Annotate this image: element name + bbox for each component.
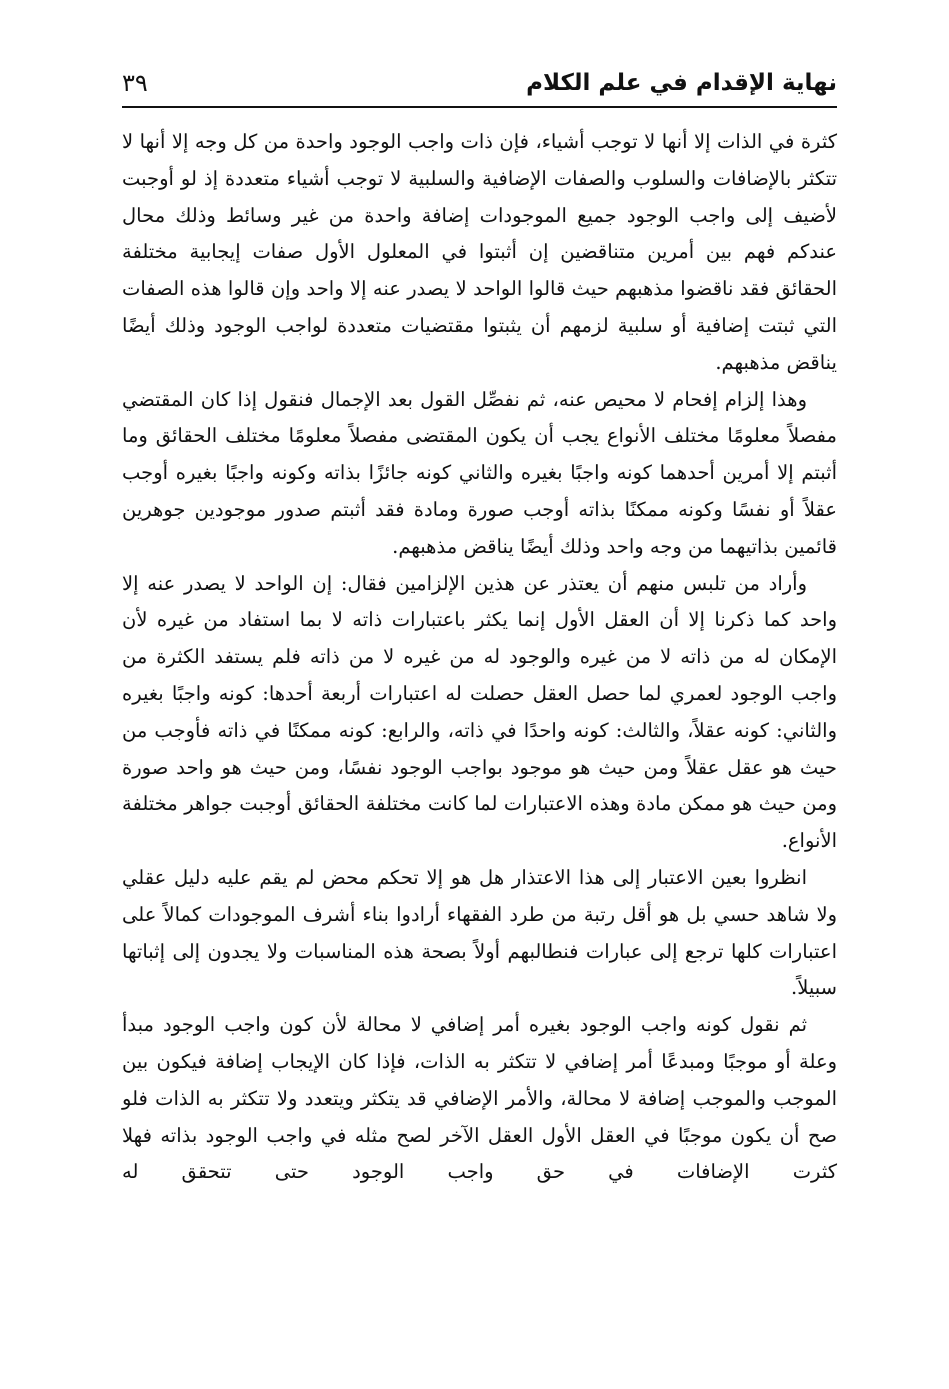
page-header <box>122 62 837 110</box>
header-divider <box>122 106 837 108</box>
running-title: نهاية الإقدام في علم الكلام <box>526 70 837 96</box>
paragraph-2: وهذا إلزام إفحام لا محيص عنه، ثم نفصِّل القول بعد الإجمال فنقول إذا كان المقتضي مفصلاً معلومًا مختلف الأنواع يجب أن يكون المقتضى مفصلاً معلومًا مختلف الحقائق وما أثبتم إلا أمرين أحدهما كونه واجبًا بغيره والثاني كونه جائزًا بذاته وكونه واجبًا بغيره أوجب عقلاً أو نفسًا وكونه ممكنًا بذاته أوجب صورة ومادة فقد أثبتم صدور موجودين جوهرين قائمين بذاتيهما من وجه واحد وذلك أيضًا يناقض مذهبهم. <box>122 387 837 558</box>
paragraph-1: كثرة في الذات إلا أنها لا توجب أشياء، فإن ذات واجب الوجود واحدة من كل وجه إلا أنها لا تتكثر بالإضافات والسلوب والصفات الإضافية والسلبية لا توجب أشياء متعددة إذ لو أوجبت لأضيف إلى واجب الوجود جميع الموجودات إضافة واحدة من غير وسائط وذلك محال عندكم فهم بين أمرين متناقضين إن أثبتوا في المعلول الأول صفات إيجابية مختلفة الحقائق فقد ناقضوا مذهبهم حيث قالوا الواحد لا يصدر عنه إلا واحد وإن قالوا هذه الصفات التي ثبتت إضافية أو سلبية لزمهم أن يثبتوا مقتضيات متعددة لواجب الوجود وذلك أيضًا يناقض مذهبهم. <box>122 130 837 374</box>
body-text <box>122 124 837 1191</box>
paragraph-5: ثم نقول كونه واجب الوجود بغيره أمر إضافي لا محالة لأن كون واجب الوجود مبدأ وعلة أو موجبًا ومبدعًا أمر إضافي لا تتكثر به الذات، فإذا كان الإيجاب إضافة فيكون بين الموجب والموجب إضافة لا محالة، والأمر الإضافي قد يتكثر ويتعدد ولا تتكثر به الذات فلو صح أن يكون موجبًا في العقل الأول العقل الآخر لصح مثله في واجب الوجود بذاته فهلا كثرت الإضافات في حق واجب الوجود حتى تتحقق له <box>122 1013 837 1184</box>
paragraph-3: وأراد من تلبس منهم أن يعتذر عن هذين الإلزامين فقال: إن الواحد لا يصدر عنه إلا واحد كما ذكرنا إلا أن العقل الأول إنما يكثر باعتبارات ذاته لا بما استفاد من غيره لأن الإمكان له من ذاته لا من غيره والوجود له من غيره لا من ذاته فلم يستفد الكثرة من واجب الوجود لعمري لما حصل العقل حصلت له اعتبارات أربعة أحدها: كونه واجبًا بغيره والثاني: كونه عقلاً، والثالث: كونه واحدًا في ذاته، والرابع: كونه ممكنًا في ذاته فأوجب من حيث هو عقل عقلاً ومن حيث هو موجود بواجب الوجود نفسًا، ومن حيث هو واحد صورة ومن حيث هو ممكن مادة وهذه الاعتبارات لما كانت مختلفة الحقائق أوجبت جواهر مختلفة الأنواع. <box>122 571 837 853</box>
page-number: ٣٩ <box>122 69 148 97</box>
paragraph-4: انظروا بعين الاعتبار إلى هذا الاعتذار هل هو إلا تحكم محض لم يقم عليه دليل عقلي ولا شاهد حسي بل هو أقل رتبة من طرد الفقهاء أرادوا بناء أشرف الموجودات كمالاً على اعتبارات كلها ترجع إلى عبارات فنطالبهم أولاً بصحة هذه المناسبات ولا يجدون إلى إثباتها سبيلاً. <box>122 865 837 1000</box>
